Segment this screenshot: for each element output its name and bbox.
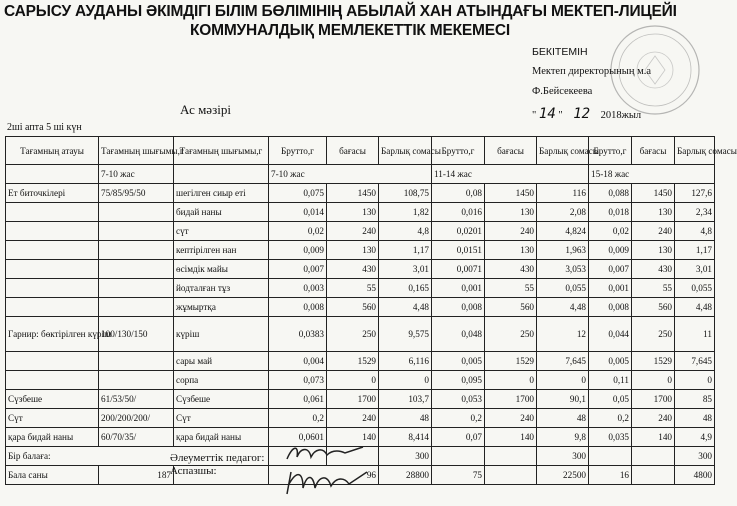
table-cell: бағасы: [485, 137, 537, 165]
table-cell: Сүт: [174, 409, 269, 428]
table-cell: 3,01: [675, 260, 715, 279]
table-cell: 0,165: [379, 279, 432, 298]
table-cell: [485, 466, 537, 485]
table-cell: 0,0151: [432, 241, 485, 260]
table-cell: [589, 447, 632, 466]
table-row: [6, 317, 715, 352]
table-cell: 0,003: [269, 279, 327, 298]
table-cell: 0,035: [589, 428, 632, 447]
date-quote-close: ": [558, 110, 563, 121]
table-cell: 0,014: [269, 203, 327, 222]
table-cell: 60/70/35/: [99, 428, 174, 447]
table-cell: 22500: [537, 466, 589, 485]
table-cell: 12: [537, 317, 589, 352]
table-cell: 0,001: [432, 279, 485, 298]
title-line-2: КОММУНАЛДЫҚ МЕМЛЕКЕТТІК МЕКЕМЕСІ: [189, 22, 510, 39]
table-cell: 430: [327, 260, 379, 279]
table-cell: 0,0201: [432, 222, 485, 241]
table-cell: [485, 447, 537, 466]
table-cell: 140: [327, 428, 379, 447]
table-cell: 0,0601: [269, 428, 327, 447]
table-cell: 1450: [632, 184, 675, 203]
table-cell: [99, 352, 174, 371]
table-cell: 4800: [675, 466, 715, 485]
table-row: [6, 279, 715, 298]
table-cell: 0,048: [432, 317, 485, 352]
table-cell: Брутто,г: [432, 137, 485, 165]
table-cell: 2,08: [537, 203, 589, 222]
table-cell: 1,17: [675, 241, 715, 260]
table-cell: 140: [485, 428, 537, 447]
table-cell: [174, 165, 269, 184]
title-line-1: САРЫСУ АУДАНЫ ӘКІМДІГІ БІЛІМ БӨЛІМІНІҢ АБЫЛАЙ ХАН АТЫНДАҒЫ МЕКТЕП-ЛИЦЕЙІ: [4, 3, 677, 20]
table-cell: 240: [632, 409, 675, 428]
table-row: [6, 203, 715, 222]
table-cell: 75: [432, 466, 485, 485]
table-cell: 0,2: [589, 409, 632, 428]
table-row: [6, 352, 715, 371]
table-cell: 0,005: [432, 352, 485, 371]
table-cell: 0,001: [589, 279, 632, 298]
table-cell: 0,007: [589, 260, 632, 279]
table-cell: 300: [379, 447, 432, 466]
table-cell: 1700: [485, 390, 537, 409]
table-cell: Тағамның шығымы,г: [99, 137, 174, 165]
table-cell: [432, 447, 485, 466]
table-cell: 0,016: [432, 203, 485, 222]
table-cell: 130: [327, 241, 379, 260]
table-cell: 0,0383: [269, 317, 327, 352]
table-cell: 7,645: [675, 352, 715, 371]
table-cell: [6, 241, 99, 260]
table-cell: 1700: [327, 390, 379, 409]
table-cell: 0: [379, 371, 432, 390]
table-cell: 127,6: [675, 184, 715, 203]
table-cell: 130: [632, 203, 675, 222]
table-cell: Сүзбеше: [6, 390, 99, 409]
table-cell: 0,08: [432, 184, 485, 203]
table-cell: [6, 279, 99, 298]
table-cell: 7,645: [537, 352, 589, 371]
pedagog-signature: [283, 443, 378, 465]
table-cell: жұмыртқа: [174, 298, 269, 317]
table-cell: [99, 241, 174, 260]
table-cell: 130: [327, 203, 379, 222]
table-cell: 3,01: [379, 260, 432, 279]
table-cell: 1529: [485, 352, 537, 371]
cook-label: Аспазшы:: [170, 465, 217, 477]
table-cell: 0,0071: [432, 260, 485, 279]
approval-date: [532, 106, 641, 122]
table-cell: [99, 222, 174, 241]
menu-table: [5, 136, 737, 485]
table-cell: сүт: [174, 222, 269, 241]
table-cell: 0,055: [537, 279, 589, 298]
cook-signature: [283, 466, 378, 498]
table-cell: 0: [537, 371, 589, 390]
table-cell: бидай наны: [174, 203, 269, 222]
table-cell: 240: [327, 409, 379, 428]
table-cell: 0,018: [589, 203, 632, 222]
table-cell: қара бидай наны: [6, 428, 99, 447]
table-cell: Гарнир: бөктірілген күріш: [6, 317, 99, 352]
table-cell: Бала саны: [6, 466, 99, 485]
table-cell: 250: [485, 317, 537, 352]
table-cell: бағасы: [632, 137, 675, 165]
header-row: [6, 137, 715, 165]
table-cell: 187: [99, 466, 174, 485]
table-cell: 1450: [327, 184, 379, 203]
table-cell: 61/53/50/: [99, 390, 174, 409]
table-cell: [6, 203, 99, 222]
table-cell: 55: [327, 279, 379, 298]
table-cell: 430: [632, 260, 675, 279]
week-label: 2ші апта 5 ші күн: [7, 122, 82, 133]
table-cell: 7-10 жас: [99, 165, 174, 184]
table-cell: [632, 447, 675, 466]
table-cell: 0,095: [432, 371, 485, 390]
table-cell: 1529: [327, 352, 379, 371]
table-cell: Тағамның шығымы,г: [174, 137, 269, 165]
date-quote-open: ": [532, 110, 537, 121]
table-cell: 8,414: [379, 428, 432, 447]
table-cell: 9,8: [537, 428, 589, 447]
table-cell: 240: [327, 222, 379, 241]
table-cell: [6, 260, 99, 279]
table-cell: 0,005: [589, 352, 632, 371]
table-cell: 0,008: [269, 298, 327, 317]
table-cell: [99, 203, 174, 222]
table-cell: 48: [537, 409, 589, 428]
table-cell: 2,34: [675, 203, 715, 222]
table-cell: 4,8: [675, 222, 715, 241]
table-cell: 100/130/150: [99, 317, 174, 352]
table-row: [6, 390, 715, 409]
table-cell: 96: [269, 466, 379, 485]
table-cell: 0: [485, 371, 537, 390]
table-cell: 48: [379, 409, 432, 428]
table-cell: 1700: [632, 390, 675, 409]
table-cell: Ет биточкілері: [6, 184, 99, 203]
table-cell: 0: [327, 371, 379, 390]
table-cell: 0,11: [589, 371, 632, 390]
table-cell: 16: [589, 466, 632, 485]
table-cell: 1,17: [379, 241, 432, 260]
table-cell: 1,963: [537, 241, 589, 260]
table-cell: 116: [537, 184, 589, 203]
table-cell: 6,116: [379, 352, 432, 371]
table-cell: 0,053: [432, 390, 485, 409]
table-row: [6, 298, 715, 317]
table-cell: [99, 260, 174, 279]
table-cell: 250: [327, 317, 379, 352]
table-cell: 130: [485, 241, 537, 260]
table-cell: 75/85/95/50: [99, 184, 174, 203]
table-cell: 240: [632, 222, 675, 241]
table-cell: Брутто,г: [269, 137, 327, 165]
table-cell: 90,1: [537, 390, 589, 409]
table-cell: 300: [537, 447, 589, 466]
table-cell: [6, 165, 99, 184]
table-cell: 11-14 жас: [432, 165, 589, 184]
table-cell: [6, 222, 99, 241]
table-cell: 1529: [632, 352, 675, 371]
table-cell: 7-10 жас: [269, 165, 432, 184]
table-cell: бағасы: [327, 137, 379, 165]
table-cell: 4,48: [379, 298, 432, 317]
approval-name: Ф.Бейсекеева: [532, 86, 593, 97]
table-cell: 0,004: [269, 352, 327, 371]
table-cell: кептірілген нан: [174, 241, 269, 260]
table-cell: Бір балаға:: [6, 447, 269, 466]
table-row: [6, 260, 715, 279]
table-cell: 1,82: [379, 203, 432, 222]
table-cell: 4,48: [537, 298, 589, 317]
table-cell: 0,088: [589, 184, 632, 203]
table-cell: өсімдік майы: [174, 260, 269, 279]
table-cell: 0,05: [589, 390, 632, 409]
table-row: [6, 371, 715, 390]
table-cell: [99, 371, 174, 390]
table-cell: [632, 466, 675, 485]
table-cell: 0,075: [269, 184, 327, 203]
menu-title: Ас мәзірі: [180, 102, 231, 117]
table-cell: 430: [485, 260, 537, 279]
table-cell: 0,02: [269, 222, 327, 241]
table-row: [6, 222, 715, 241]
table-cell: 560: [632, 298, 675, 317]
table-cell: 240: [485, 409, 537, 428]
table-cell: 130: [485, 203, 537, 222]
table-cell: 300: [675, 447, 715, 466]
table-cell: 3,053: [537, 260, 589, 279]
table-cell: сорпа: [174, 371, 269, 390]
table-cell: 4,8: [379, 222, 432, 241]
table-row: [6, 241, 715, 260]
table-cell: [6, 298, 99, 317]
table-cell: 11: [675, 317, 715, 352]
table-cell: 0,073: [269, 371, 327, 390]
table-cell: 0: [675, 371, 715, 390]
table-cell: 108,75: [379, 184, 432, 203]
table-cell: [6, 352, 99, 371]
table-cell: [99, 279, 174, 298]
table-cell: сары май: [174, 352, 269, 371]
table-cell: 15-18 жас: [589, 165, 715, 184]
table-cell: 0,055: [675, 279, 715, 298]
table-cell: 250: [632, 317, 675, 352]
approval-label: БЕКІТЕМІН: [532, 46, 588, 58]
table-cell: 0,008: [589, 298, 632, 317]
table-cell: күріш: [174, 317, 269, 352]
table-cell: 0,2: [432, 409, 485, 428]
table-cell: 0,009: [589, 241, 632, 260]
table-cell: 0: [632, 371, 675, 390]
table-cell: 103,7: [379, 390, 432, 409]
table-cell: 0,007: [269, 260, 327, 279]
table-cell: шегілген сиыр еті: [174, 184, 269, 203]
table-cell: Брутто,г: [589, 137, 632, 165]
table-cell: 0,07: [432, 428, 485, 447]
table-cell: 0,044: [589, 317, 632, 352]
table-cell: 4,48: [675, 298, 715, 317]
table-row: [6, 409, 715, 428]
table-cell: 4,824: [537, 222, 589, 241]
table-cell: 0,008: [432, 298, 485, 317]
social-pedagog-label: Әлеуметтік педагог:: [170, 452, 265, 464]
table-cell: 48: [675, 409, 715, 428]
table-cell: 0,061: [269, 390, 327, 409]
table-cell: Барлық сомасы: [537, 137, 589, 165]
table-cell: 560: [485, 298, 537, 317]
date-day: 14: [538, 106, 556, 122]
table-cell: 4,9: [675, 428, 715, 447]
table-cell: Тағамның атауы: [6, 137, 99, 165]
table-cell: йодталған тұз: [174, 279, 269, 298]
table-cell: 140: [632, 428, 675, 447]
table-cell: 560: [327, 298, 379, 317]
table-cell: 0,2: [269, 409, 327, 428]
date-month: 12: [573, 106, 591, 122]
table-cell: 55: [632, 279, 675, 298]
table-cell: 240: [485, 222, 537, 241]
table-cell: 85: [675, 390, 715, 409]
approval-position: Мектеп директорының м.а: [532, 66, 652, 77]
age-row: [6, 165, 715, 184]
table-row: [6, 184, 715, 203]
table-cell: 0,02: [589, 222, 632, 241]
table-cell: 1450: [485, 184, 537, 203]
table-cell: Барлық сомасы: [379, 137, 432, 165]
table-cell: 200/200/200/: [99, 409, 174, 428]
table-cell: 9,575: [379, 317, 432, 352]
table-cell: 28800: [379, 466, 432, 485]
table-cell: 130: [632, 241, 675, 260]
table-cell: [6, 371, 99, 390]
table-cell: 55: [485, 279, 537, 298]
table-cell: [99, 298, 174, 317]
table-cell: Сүт: [6, 409, 99, 428]
table-cell: Сүзбеше: [174, 390, 269, 409]
table-cell: қара бидай наны: [174, 428, 269, 447]
date-year: 2018жыл: [600, 110, 642, 121]
table-cell: Барлық сомасы: [675, 137, 715, 165]
table-cell: 0,009: [269, 241, 327, 260]
